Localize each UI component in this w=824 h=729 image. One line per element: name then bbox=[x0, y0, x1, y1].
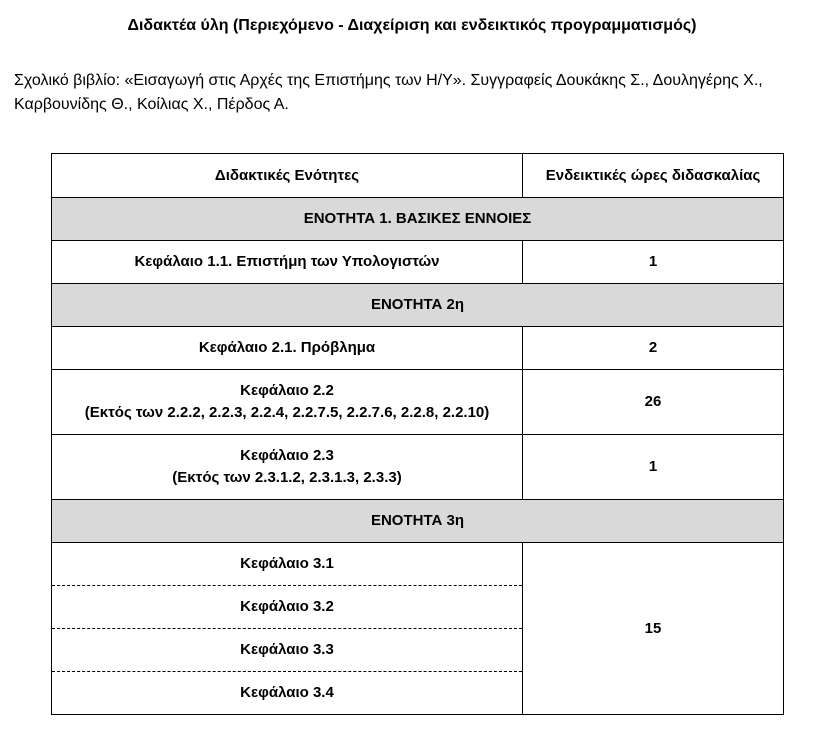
chapter-label: Κεφάλαιο 1.1. Επιστήμη των Υπολογιστών bbox=[52, 241, 523, 284]
chapter-label: Κεφάλαιο 3.3 bbox=[52, 629, 523, 672]
chapter-label: Κεφάλαιο 2.2 bbox=[240, 382, 334, 399]
chapter-hours: 2 bbox=[523, 327, 784, 370]
table-header-row bbox=[52, 154, 784, 198]
chapter-cell bbox=[52, 435, 523, 500]
section-title: ΕΝΟΤΗΤΑ 1. ΒΑΣΙΚΕΣ ΕΝΝΟΙΕΣ bbox=[52, 198, 784, 241]
chapter-label: Κεφάλαιο 2.1. Πρόβλημα bbox=[52, 327, 523, 370]
header-units: Διδακτικές Ενότητες bbox=[52, 154, 523, 198]
chapter-exclusions: (Εκτός των 2.3.1.2, 2.3.1.3, 2.3.3) bbox=[172, 469, 402, 486]
header-hours: Ενδεικτικές ώρες διδασκαλίας bbox=[523, 154, 784, 198]
page-title: Διδακτέα ύλη (Περιεχόμενο - Διαχείριση και ενδεικτικός προγραμματισμός) bbox=[127, 17, 697, 34]
chapter-label: Κεφάλαιο 3.2 bbox=[52, 586, 523, 629]
syllabus-table bbox=[51, 153, 784, 715]
chapter-hours: 1 bbox=[523, 241, 784, 284]
section-title: ΕΝΟΤΗΤΑ 2η bbox=[52, 284, 784, 327]
section-row-unit-3 bbox=[52, 500, 784, 543]
chapter-exclusions: (Εκτός των 2.2.2, 2.2.3, 2.2.4, 2.2.7.5, 2.2.7.6, 2.2.8, 2.2.10) bbox=[84, 404, 490, 421]
chapter-hours: 26 bbox=[523, 370, 784, 435]
textbook-info-line-1: Σχολικό βιβλίο: «Εισαγωγή στις Αρχές της Επιστήμης των Η/Υ». Συγγραφείς Δουκάκης Σ., Δουληγέρης Χ., bbox=[14, 72, 763, 89]
chapter-hours: 15 bbox=[523, 543, 784, 715]
table-row bbox=[52, 435, 784, 500]
table-row bbox=[52, 327, 784, 370]
chapter-label: Κεφάλαιο 2.3 bbox=[240, 447, 334, 464]
chapter-label: Κεφάλαιο 3.1 bbox=[52, 543, 523, 586]
textbook-info-line-2: Καρβουνίδης Θ., Κοίλιας Χ., Πέρδος Α. bbox=[14, 96, 289, 113]
section-row-unit-1 bbox=[52, 198, 784, 241]
table-row bbox=[52, 241, 784, 284]
chapter-label: Κεφάλαιο 3.4 bbox=[52, 672, 523, 715]
textbook-info bbox=[14, 69, 820, 117]
chapter-cell bbox=[52, 370, 523, 435]
section-title: ΕΝΟΤΗΤΑ 3η bbox=[52, 500, 784, 543]
section-row-unit-2 bbox=[52, 284, 784, 327]
table-row bbox=[52, 370, 784, 435]
table-row bbox=[52, 543, 784, 586]
chapter-hours: 1 bbox=[523, 435, 784, 500]
